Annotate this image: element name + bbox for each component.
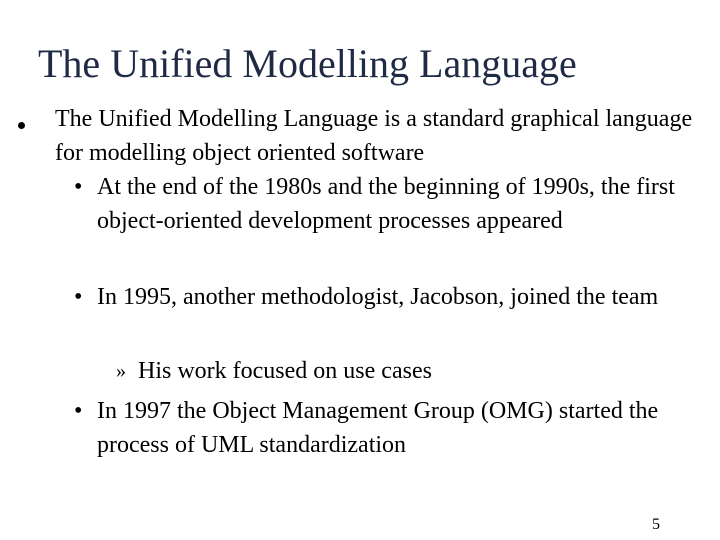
sub-bullet-icon: •: [74, 398, 83, 424]
sub-sub-bullet-icon: »: [116, 360, 126, 382]
sub-bullet-text: In 1995, another methodologist, Jacobson, joined the team: [97, 284, 659, 310]
sub-bullet-icon: •: [74, 174, 83, 200]
sub-bullet-text: In 1997 the Object Management Group (OMG) started the process of UML standardization: [97, 398, 659, 458]
sub-bullet-text: At the end of the 1980s and the beginning of 1990s, the first object-oriented development processes appeared: [97, 174, 675, 234]
bullet-dot-icon: [18, 122, 25, 129]
slide-title: The Unified Modelling Language: [38, 41, 577, 86]
sub-sub-bullet-text: His work focused on use cases: [138, 358, 432, 384]
page-number: 5: [652, 516, 660, 533]
sub-bullet-icon: •: [74, 284, 83, 310]
bullet-text: The Unified Modelling Language is a standard graphical language for modelling object oriented software: [55, 106, 693, 166]
